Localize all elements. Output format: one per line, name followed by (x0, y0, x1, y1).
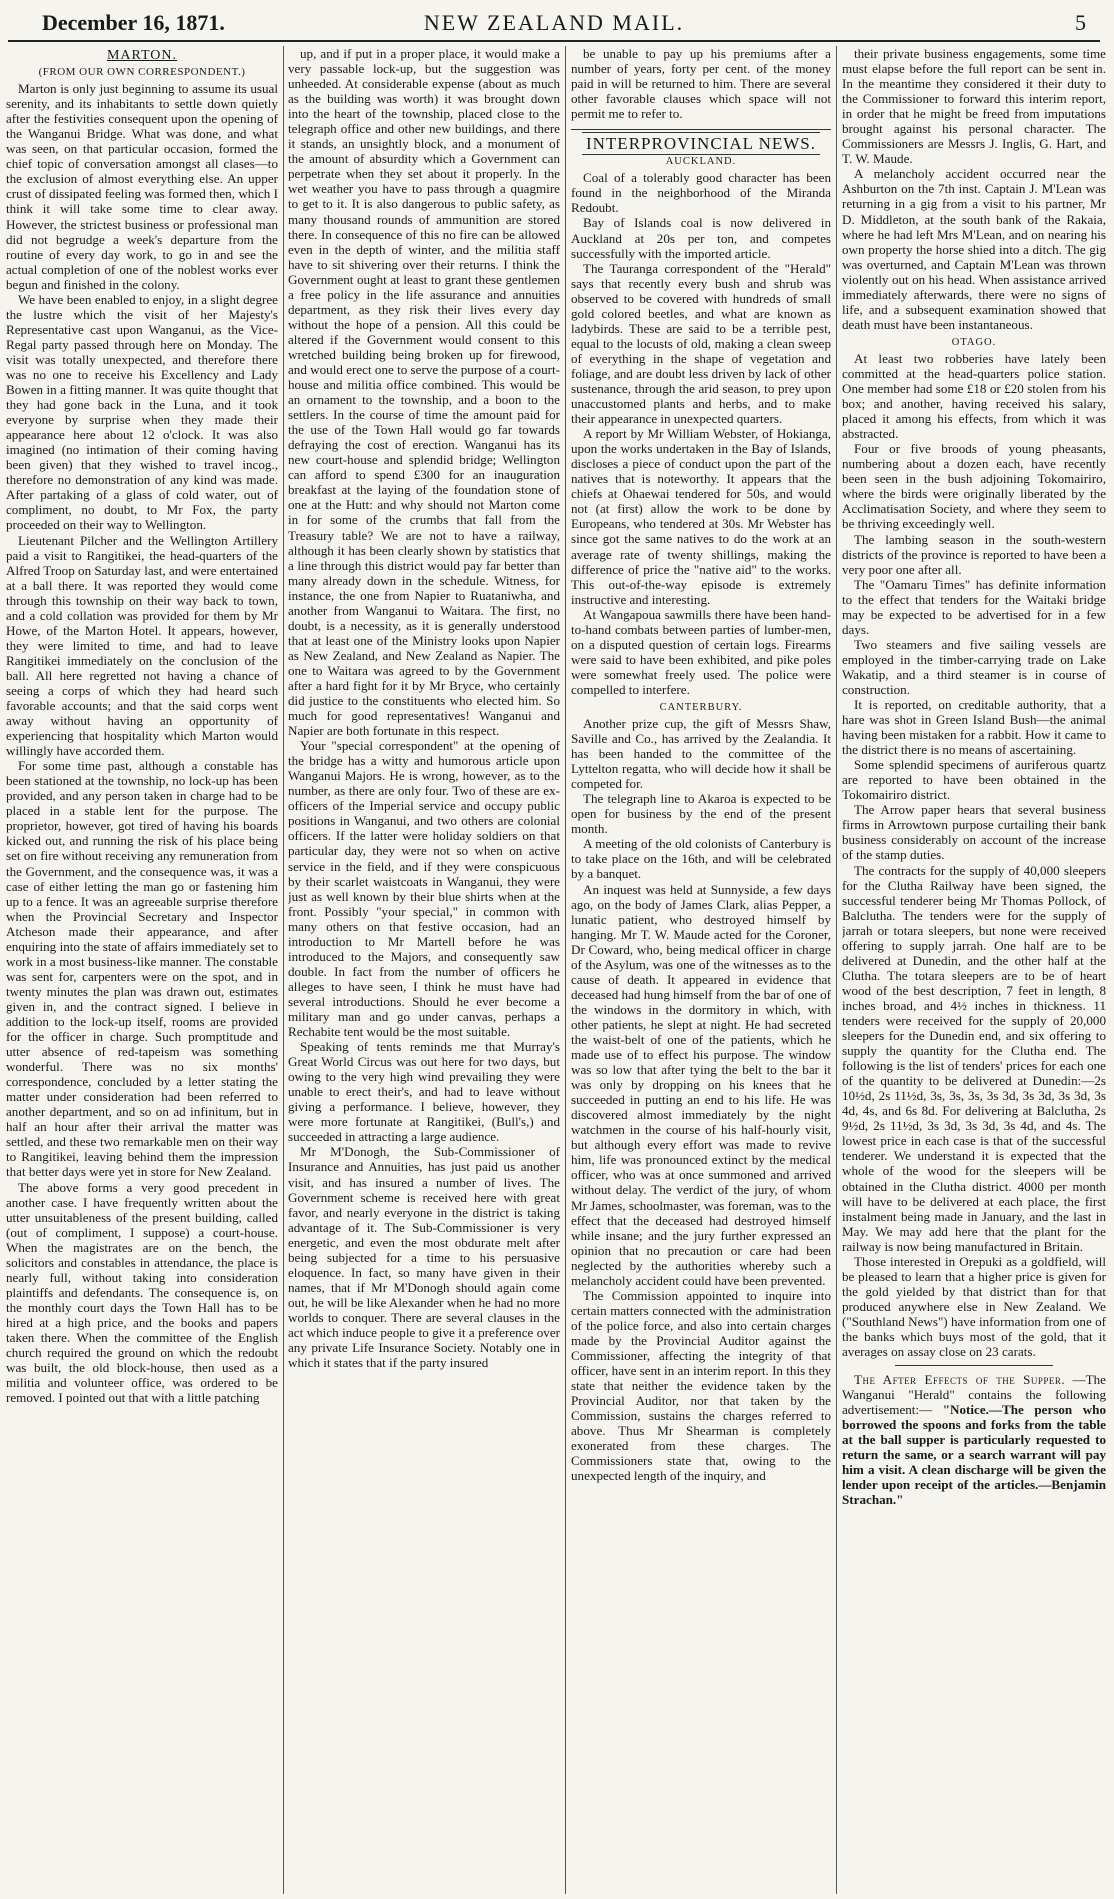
paragraph: Lieutenant Pilcher and the Wellington Artillery paid a visit to Rangitikei, the head-quarters of the Alfred Troop on Saturday last, and were entertained at a ball there. It was reported they would come through this township on their way back to town, and a cold collation was provided for them by Mr Howe, of the Marton Hotel. It appears, however, they were limited to time, and had to leave Rangitikei immediately on the conclusion of the ball. All here regretted not having a chance of seeing a corps of which they had heard such favorable accounts; and that the said corps went away without having an opportunity of experiencing that hospitality which Marton would willingly have accorded them. (6, 532, 278, 759)
subhead-canterbury: CANTERBURY. (659, 701, 743, 713)
page-number: 5 (1075, 10, 1086, 35)
supper-note-heading: The After Effects of the Supper. (854, 1372, 1066, 1388)
section-heading-interprovincial (571, 129, 831, 154)
paragraph: their private business engagements, some time must elapse before the full report can be sent in. In the meantime they considered it their duty to the Commissioner to forward this interim report, in order that he might be freed from imputations brought against his personal character. The Commissioners are Messrs J. Inglis, G. Hart, and T. W. Maude. (842, 46, 1106, 167)
column-rule (283, 46, 284, 1894)
column-rule (836, 46, 837, 1894)
article-body (288, 46, 560, 1370)
paragraph: The "Oamaru Times" has definite information to the effect that tenders for the Waitaki bridge may be expected to be advertised for in a few days. (842, 576, 1106, 637)
paragraph: The telegraph line to Akaroa is expected to be open for business by the end of the present month. (571, 791, 831, 837)
paragraph: A melancholy accident occurred near the Ashburton on the 7th inst. Captain J. M'Lean was returning in a gig from a visit to his partner, Mr D. Middleton, at the south bank of the Rakaia, where he had left Mrs M'Lean, and on nearing his own property the horse shied into a ditch. The gig was overturned, and Captain M'Lean was thrown violently out on his head. When assistance arrived immediately afterwards, there were no signs of life, and a subsequent examination showed that death must have been instantaneous. (842, 166, 1106, 332)
canterbury-news (571, 716, 831, 1483)
paragraph: It is reported, on creditable authority, that a hare was shot in Green Island Bush—the animal having been mistaken for a rabbit. How it came to the district there is no means of ascertaining. (842, 697, 1106, 758)
paragraph: Marton is only just beginning to assume its usual serenity, and its inhabitants to settle down quietly after the festivities consequent upon the opening of the Wanganui Bridge. What was done, and what was seen, on that particular occasion, formed the chief topic of conversation amongst all clases—to the exclusion of almost everything else. An upper crust of dissipated feeling was formed then, which I think it will take some time to clear away. However, the strictest business or professional man did not begrudge a week's departure from the routine of every day work, to go in and see the actual completion of one of the noblest works ever begun and finished in the colony. (6, 81, 278, 292)
paragraph: Bay of Islands coal is now delivered in Auckland at 20s per ton, and competes successfully with the imported article. (571, 215, 831, 261)
byline: (FROM OUR OWN CORRESPONDENT.) (38, 66, 246, 79)
paragraph: Those interested in Orepuki as a goldfield, will be pleased to learn that a higher price is given for the gold yielded by that district than for that produced anywhere else in New Zealand. We ("Southland News") have information from one of the banks which buys most of the gold, that it averages on assay close on 23 carats. (842, 1253, 1106, 1360)
paragraph: Four or five broods of young pheasants, numbering about a dozen each, have recently been seen in the bush adjoining Tokomairiro, where the birds were originally liberated by the Acclimatisation Society, and where they seem to be thriving exceedingly well. (842, 441, 1106, 532)
newspaper-title: NEW ZEALAND MAIL. (423, 10, 685, 35)
column-2 (288, 46, 560, 1894)
paragraph: be unable to pay up his premiums after a number of years, forty per cent. of the money paid in will be returned to him. There are several other favorable clauses which space will not permit me to refer to. (571, 46, 831, 122)
column-3 (571, 46, 831, 1894)
paragraph: The above forms a very good precedent in another case. I have frequently written about the utter unsuitableness of the present building, called (out of compliment, I suppose) a court-house. When the magistrates are on the bench, the solicitors and constables in attendance, the place is nearly full, without taking into consideration plaintiffs and defendants. The consequence is, on the monthly court days the Town Hall has to be hired at a high price, and the books and papers taken there. When the committee of the English church required the ground on which the redoubt was built, the old block-house, then used as a militia and volunteer office, was ordered to be removed. I pointed out that with a little patching (6, 1179, 278, 1406)
paragraph: Two steamers and five sailing vessels are employed in the timber-carrying trade on Lake Wakatip, and a third steamer is in course of construction. (842, 636, 1106, 697)
paragraph: An inquest was held at Sunnyside, a few days ago, on the body of James Clark, alias Pepper, a lunatic patient, who destroyed himself by hanging. Mr T. W. Maude acted for the Coroner, Dr Coward, who, being medical officer in charge of the Asylum, was one of the witnesses as to the cause of death. It appeared in evidence that deceased had hung himself from the bar of one of the windows in the dormitory in which, with other patients, he slept at night. He had secreted the waist-belt of one of the patients, which he made use of to effect his purpose. The window was so low that after tying the belt to the bar it was only by dropping on his knees that he succeeded in putting an end to his life. He was discovered almost immediately by the night watchmen in the course of his half-hourly visit, but although every effort was made to revive him, life was pronounced extinct by the medical officer, who was at once summoned and arrived without delay. The verdict of the jury, of whom Mr James, schoolmaster, was foreman, was to the effect that the deceased had destroyed himself while insane; and the jury further expressed an opinion that no precaution or care had been neglected by the authorities whereby such a melancholy accident could have been prevented. (571, 881, 831, 1288)
columns (6, 46, 1110, 1894)
paragraph: The lambing season in the south-western districts of the province is reported to have been a very poor one after all. (842, 531, 1106, 577)
article-body (6, 81, 278, 1405)
paragraph: Speaking of tents reminds me that Murray's Great World Circus was out here for two days, but owing to the very high wind prevailing they were unable to erect their's, and had to leave without giving a performance. I believe, however, they were more fortunate at Rangitikei, (Bull's,) and succeeded in attracting a large audience. (288, 1039, 560, 1145)
paragraph: The Commission appointed to inquire into certain matters connected with the administration of the police force, and also into certain charges made by the Provincial Auditor against the Commissioner, affecting the integrity of that officer, have sent in an interim report. In this they state that neither the evidence taken by the Provincial Auditor, nor that taken by the Commission, sustains the charges referred to above. Thus Mr Shearman is completely exonerated from these charges. The Commissioners state that, owing to the unexpected length of the inquiry, and (571, 1287, 831, 1484)
supper-notice: "Notice.—The person who borrowed the spoons and forks from the table at the ball supper is particularly requested to return the same, or a search warrant will pay him a visit. A clean discharge will be given the lender upon receipt of the articles.—Benjamin Strachan." (842, 1402, 1106, 1508)
paragraph: The Tauranga correspondent of the "Herald" says that recently every bush and shrub was observed to be covered with hundreds of small gold colored beetles, and what are known as ladybirds. These are said to be a terrible pest, equal to the locusts of old, making a clean sweep of everything in the shape of vegetation and foliage, and are doubt less driven by lack of other sustenance, through the arid season, to prey upon unaccustomed plants and herbs, and to make their appearance in unexpected quarters. (571, 260, 831, 427)
article-body (842, 46, 1106, 332)
issue-date: December 16, 1871. (42, 10, 225, 35)
paragraph: Some splendid specimens of auriferous quartz are reported to have been obtained in the Tokomairiro district. (842, 757, 1106, 803)
subhead-auckland: AUCKLAND. (665, 156, 737, 168)
column-rule (565, 46, 566, 1894)
otago-news (842, 351, 1106, 1359)
paragraph: Another prize cup, the gift of Messrs Shaw, Saville and Co., has arrived by the Zealandia. It has been handed to the committee of the Lyttelton regatta, who will decide how it shall be competed for. (571, 716, 831, 792)
section-divider (895, 1365, 1053, 1366)
supper-note-text: —The Wanganui "Herald" contains the following advertisement:— (842, 1372, 1106, 1418)
section-heading-marton: MARTON. (106, 48, 178, 63)
paragraph: The contracts for the supply of 40,000 sleepers for the Clutha Railway have been signed, the successful tenderer being Mr Thomas Pollock, of Balclutha. The tenders were for the supply of jarrah or totara sleepers, but none were received offering to supply jarrah. One half are to be delivered at Dunedin, and the other half at the Clutha. The totara sleepers are to be of heart wood of the best description, 7 feet in length, 8 inches broad, and 4½ inches in thickness. 11 tenders were received for the supply of 20,000 sleepers for the Dunedin end, and six offering to supply the quantity for the Clutha end. The following is the list of tenders' prices for each one of the quantity to be delivered at Dunedin:—2s 10½d, 2s 11½d, 3s, 3s, 3s, 3s 3d, 3s 3d, 3s 3d, 3s 4d, 4s, and 6s 8d. For delivering at Balclutha, 2s 9½d, 2s 11½d, 3s 3d, 3s 3d, 3s 4d, and 4s. The lowest price in each case is that of the successful tenderer. We understand it is expected that the whole of the wood for the sleepers will be obtained in the Clutha district. 4000 per month will have to be delivered at each place, the first instalment being made in January, and the last in May. We may add here that the plant for the railway is now being manufactured in Britain. (842, 862, 1106, 1254)
heading-text: INTERPROVINCIAL NEWS. (582, 132, 820, 155)
column-1 (6, 46, 278, 1894)
paragraph: Coal of a tolerably good character has been found in the neighborhood of the Miranda Redoubt. (571, 170, 831, 216)
paragraph: We have been enabled to enjoy, in a slight degree the lustre which the visit of her Majesty's Representative cast upon Wanganui, as the Vice-Regal party passed through here on Monday. The visit was totally unexpected, and therefore there was no one to receive his Excellency and Lady Bowen in a fitting manner. It was quite thought that they had gone back in the Luna, and it took everyone by surprise when they made their appearance here about 12 o'clock. It was also imagined (no intimation of their coming having been given) that they wished to travel incog., therefore no demonstration of any kind was made. After partaking of a glass of cold water, out of compliment, no doubt, to Mr Fox, the party proceeded on their way to Wellington. (6, 291, 278, 533)
paragraph: At least two robberies have lately been committed at the head-quarters police station. One member had some £18 or £20 stolen from his box; and another, having received his salary, placed it among his effects, from which it was abstracted. (842, 350, 1106, 442)
paragraph: For some time past, although a constable has been stationed at the township, no lock-up has been provided, and any person taken in charge had to be placed in a stable lent for the purpose. The proprietor, however, got tired of having his boards kicked out, and running the risk of his place being set on fire without receiving any remuneration from the Government, and the consequence was, it was a case of either letting the man go or fastening him up to a fence. It was an agreeable surprise therefore when the Provincial Secretary and Inspector Atcheson made their appearance, and after enquiring into the state of affairs immediately set to work in a most business-like manner. The constable was sent for, carpenters were on the spot, and in twenty minutes the plan was drawn out, estimates given in, and the contract signed. I believe in addition to the lock-up itself, rooms are provided for the officer in charge. Such promptitude and utter absence of red-tapeism was something wonderful. There was no six months' correspondence, concluded by a letter stating the matter under consideration had been referred to another department, and so on ad infinitum, but in half an hour after their arrival the matter was settled, and these two remarkable men on their way to Rangitikei, leaving behind them the impression that better days were yet in store for New Zealand. (6, 758, 278, 1180)
supper-note (842, 1372, 1106, 1507)
masthead (8, 6, 1100, 42)
column-4 (842, 46, 1106, 1894)
auckland-news (571, 170, 831, 697)
article-body (571, 46, 831, 121)
paragraph: Your "special correspondent" at the opening of the bridge has a witty and humorous article upon Wanganui Majors. He is wrong, however, as to the number, as there are only four. Two of these are ex-officers of the Imperial service and occupy public positions in Wanganui, and two others are colonial officers. If the latter were holiday soldiers on that particular day, they were not so when on active service in the field, and if they were conspicuous by their scarlet waistcoats in Wanganui, they were just as well known by their blue shirts when at the front. Possibly "your special," in common with many others on that festive occasion, had an introduction to Mr Martell before he was introduced to the Majors, and consequently saw double. In fact from the number of officers he alleges to have seen, I think he must have had several introductions. Should he ever become a military man and go under canvas, perhaps a Rechabite tent would be the most suitable. (288, 738, 560, 1040)
paragraph: The Arrow paper hears that several business firms in Arrowtown purpose curtailing their bank business considerably on account of the increase of the stamp duties. (842, 802, 1106, 863)
paragraph: Mr M'Donogh, the Sub-Commissioner of Insurance and Annuities, has just paid us another visit, and has insured a number of lives. The Government scheme is received here with great favor, and nearly everyone in the district is taking advantage of it. The Sub-Commissioner is very energetic, and even the most obdurate melt after being subjected for a time to his persuasive eloquence. In fact, so many have given in their names, that if Mr M'Donogh should again come out, he will be like Alexander when he had no more worlds to conquer. There are several clauses in the act which induce people to give it a preference over any private Life Insurance Society. Notably one in which it states that if the party insured (288, 1144, 560, 1371)
paragraph: At Wangapoua sawmills there have been hand-to-hand combats between parties of lumber-men, on a disputed question of certain logs. Firearms were said to have been exhibited, and pike poles were somewhat freely used. The police were compelled to interfere. (571, 606, 831, 697)
subhead-otago: OTAGO. (951, 336, 997, 348)
paragraph: A report by Mr William Webster, of Hokianga, upon the works undertaken in the Bay of Islands, discloses a piece of conduct upon the part of the natives that is noteworthy. It appears that the chiefs at Ohaewai tendered for 50s, and would not (at first) allow the work to be done by Europeans, who tendered at 30s. Mr Webster has since got the same natives to do the work at an average rate of twenty shillings, making the difference of price the "native aid" to the works. This out-of-the-way episode is extremely instructive and interesting. (571, 426, 831, 607)
paragraph: up, and if put in a proper place, it would make a very passable lock-up, but the suggestion was unheeded. At considerable expense (about as much as the building was worth) it was brought down into the heart of the township, placed close to the telegraph office and other new buildings, and there it stands, an unsightly block, and a monument of the amount of absurdity which a Government can perpetrate when they set about it properly. In the wet weather you have to pass through a quagmire to get to it. It is also dangerous to public safety, as many thousand rounds of ammunition are stored there. In consequence of this no fire can be allowed even in the depth of winter, and the militia staff have to sit shivering over their returns. I think the Government ought at least to grant these gentlemen a free policy in the life assurance and annuities department, as they risk their lives every day without the hope of a pension. All this could be altered if the Government would consent to this wretched building being broken up for firewood, and would erect one to serve the purpose of a court-house and militia office combined. This would be an ornament to the township, and a boon to the settlers. In the course of time the amount paid for the use of the Town Hall would go far towards defraying the cost of erection. Wanganui has its new court-house and splendid bridge; Wellington can afford to spend £300 for an inauguration breakfast at the laying of the foundation stone of one at the Hutt: and why should not Marton come in for some of the crumbs that fall from the Treasury table? We are not to have a railway, although it has been clearly shown by statistics that a line through this district would pay far better than many already down in the schedule. Witness, for instance, the one from Napier to Ruataniwha, and another from Wanganui to Waitara. The first, no doubt, is a necessity, as it is generally understood that at least one of the Ministry looks upon Napier as New Zealand, and New Zealand as Napier. The one to Waitara was agreed to by the Government after a hard fight for it by Mr Bryce, who certainly did justice to the constituents who elected him. So much for good representatives! Wanganui and Napier are both fortunate in this respect. (288, 46, 560, 739)
paragraph: A meeting of the old colonists of Canterbury is to take place on the 16th, and will be celebrated by a banquet. (571, 836, 831, 882)
